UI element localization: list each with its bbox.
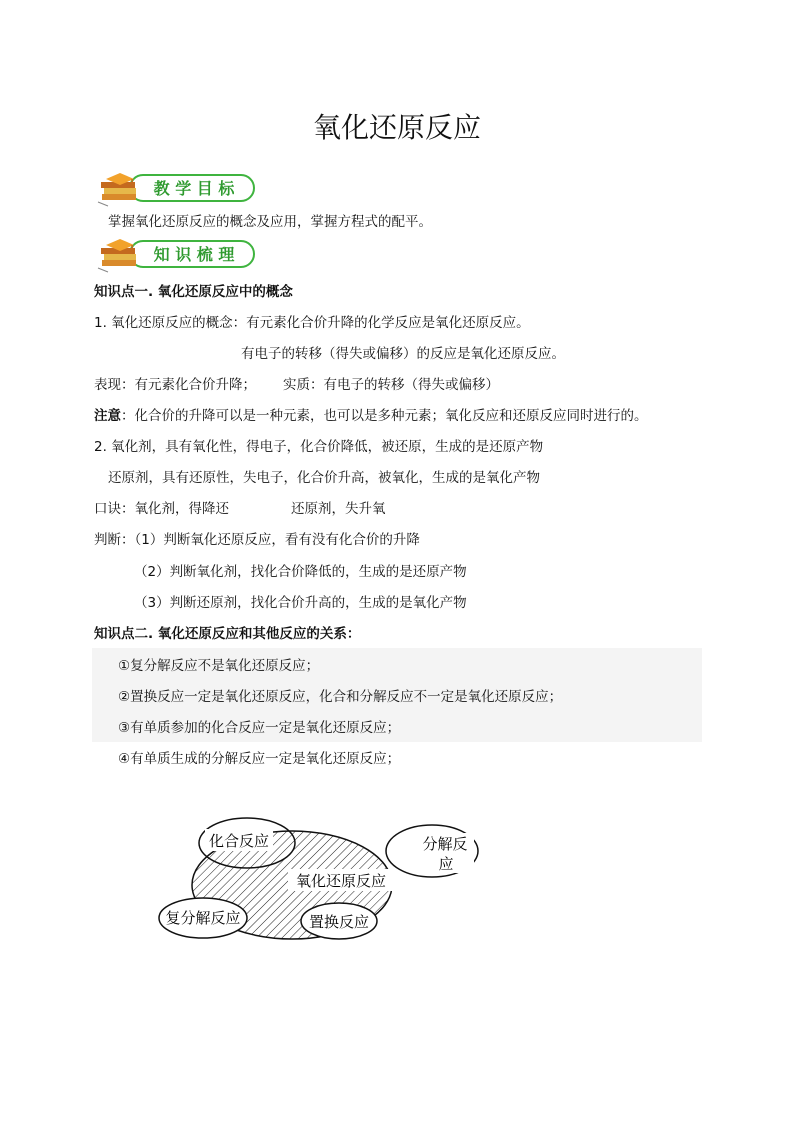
kp2-item-3: ③有单质参加的化合反应一定是氧化还原反应； xyxy=(118,720,401,736)
combination-label: 化合反应 xyxy=(208,832,270,850)
decomposition-label-2: 应 xyxy=(438,855,454,873)
objectives-badge-label: 教 学 目 标 xyxy=(153,179,235,198)
reaction-relationship-diagram xyxy=(150,815,490,950)
kp1-heading: 知识点一. 氧化还原反应中的概念 xyxy=(94,284,293,300)
kp1-line-7a: 口诀：氧化剂，得降还 xyxy=(94,501,229,517)
kp1-line-9: （2）判断氧化剂，找化合价降低的，生成的是还原产物 xyxy=(134,564,467,580)
kp1-line-10: （3）判断还原剂，找化合价升高的，生成的是氧化产物 xyxy=(134,595,467,611)
knowledge-badge-label: 知 识 梳 理 xyxy=(153,245,235,264)
knowledge-badge xyxy=(96,236,256,270)
objectives-badge xyxy=(96,170,256,204)
kp1-note xyxy=(94,407,648,425)
books-graduation-cap-icon xyxy=(96,236,261,274)
double-decomposition-label: 复分解反应 xyxy=(165,909,241,927)
decomposition-label-1: 分解反 xyxy=(422,835,468,853)
kp1-line-5: 2. 氧化剂，具有氧化性，得电子，化合价降低，被还原，生成的是还原产物 xyxy=(94,439,544,455)
displacement-label: 置换反应 xyxy=(308,913,370,931)
kp1-line-1: 1. 氧化还原反应的概念：有元素化合价升降的化学反应是氧化还原反应。 xyxy=(94,315,530,331)
note-label: 注意 xyxy=(94,408,121,424)
books-graduation-cap-icon xyxy=(96,170,261,208)
kp1-line-3b: 实质：有电子的转移（得失或偏移） xyxy=(283,377,499,393)
kp2-item-1: ①复分解反应不是氧化还原反应； xyxy=(118,658,320,674)
kp1-line-7b: 还原剂，失升氧 xyxy=(291,501,386,517)
kp1-line-3a: 表现：有元素化合价升降； xyxy=(94,377,256,393)
objective-text: 掌握氧化还原反应的概念及应用，掌握方程式的配平。 xyxy=(108,214,432,230)
kp1-line-8: 判断：（1）判断氧化还原反应，看有没有化合价的升降 xyxy=(94,532,420,548)
kp2-item-4: ④有单质生成的分解反应一定是氧化还原反应； xyxy=(118,751,401,767)
kp1-line-6: 还原剂，具有还原性，失电子，化合价升高，被氧化，生成的是氧化产物 xyxy=(108,470,540,486)
kp2-heading: 知识点二. 氧化还原反应和其他反应的关系： xyxy=(94,626,361,642)
kp2-item-2: ②置换反应一定是氧化还原反应，化合和分解反应不一定是氧化还原反应； xyxy=(118,689,563,705)
redox-label: 氧化还原反应 xyxy=(295,872,387,890)
page-title: 氧化还原反应 xyxy=(312,111,481,144)
kp1-line-2: 有电子的转移（得失或偏移）的反应是氧化还原反应。 xyxy=(241,346,565,362)
note-text: ：化合价的升降可以是一种元素，也可以是多种元素；氧化反应和还原反应同时进行的。 xyxy=(121,408,648,424)
